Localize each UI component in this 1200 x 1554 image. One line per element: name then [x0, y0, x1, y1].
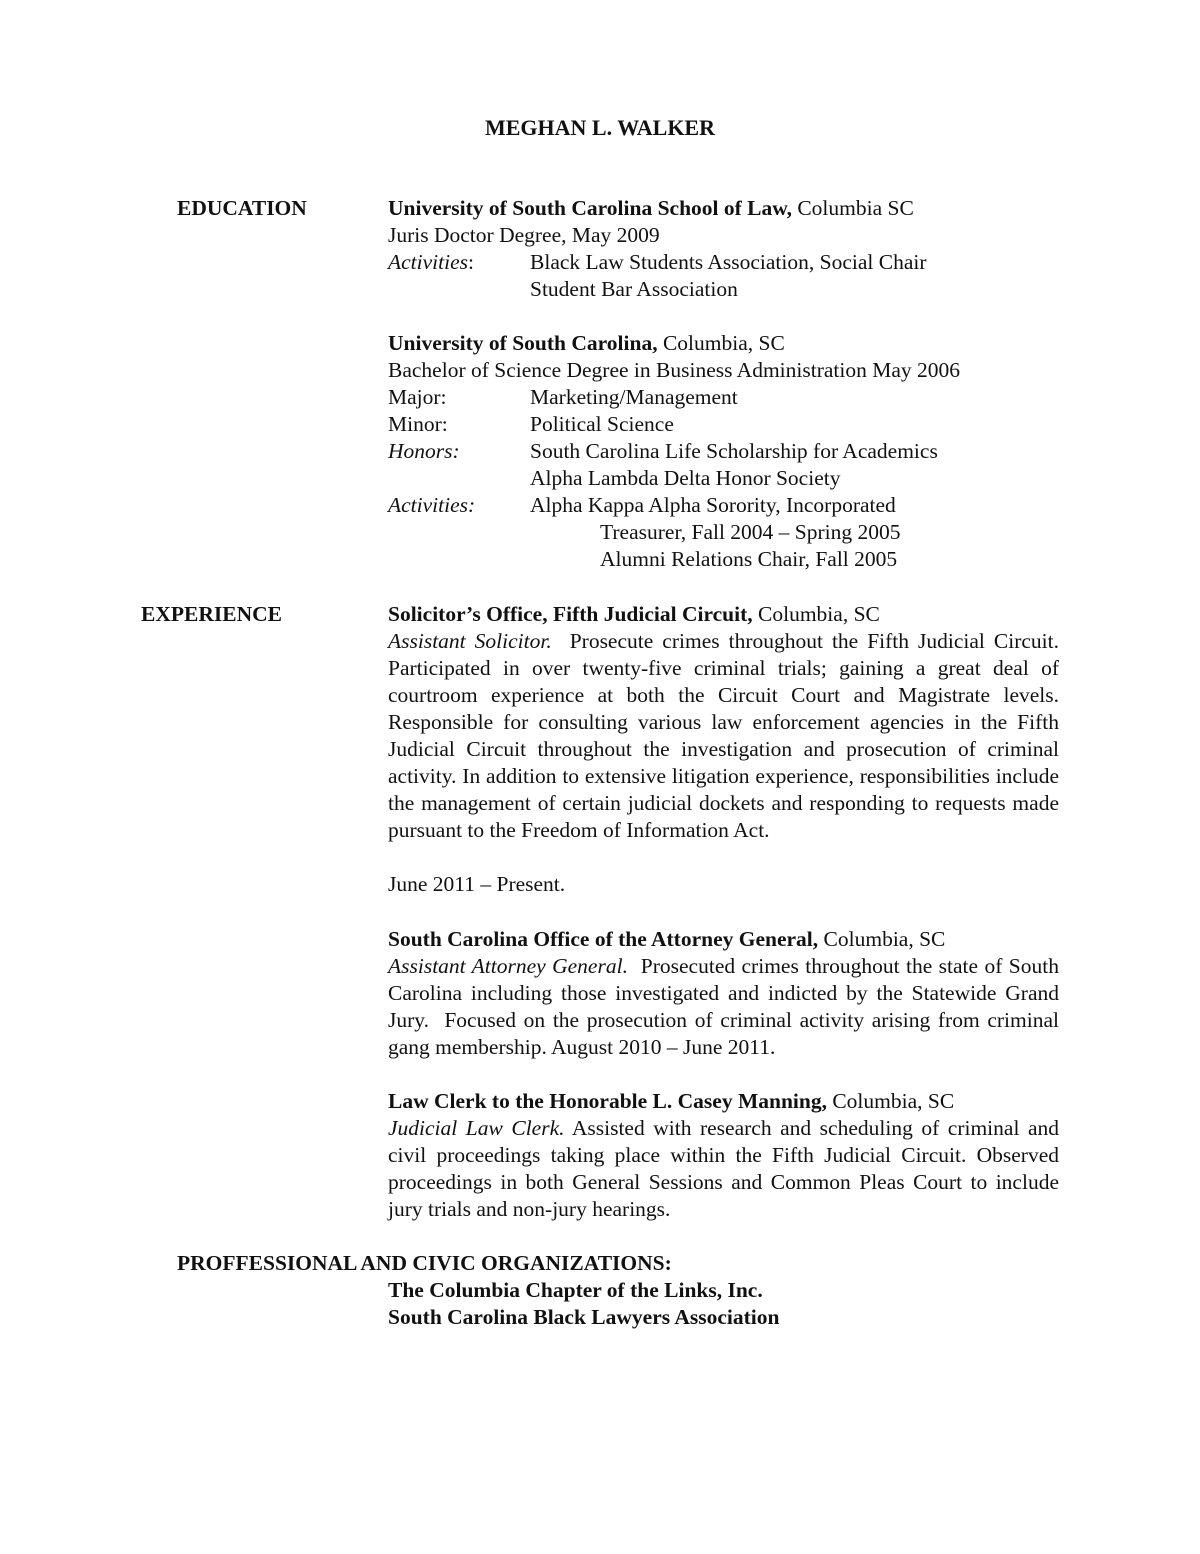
undergrad-activity: Alpha Kappa Alpha Sorority, Incorporated [530, 493, 896, 517]
job-employer-line [388, 601, 880, 628]
undergrad-line [388, 330, 785, 357]
resume-name: MEGHAN L. WALKER [484, 115, 715, 140]
minor-label: Minor: [388, 412, 448, 436]
honor-item: South Carolina Life Scholarship for Academics [530, 439, 938, 463]
job-title: Assistant Attorney General. [388, 954, 628, 978]
law-activities-label: Activities: [388, 250, 474, 274]
job-location: Columbia, SC [826, 1089, 955, 1113]
law-school-line [388, 195, 914, 222]
law-school-location: Columbia SC [791, 196, 914, 220]
organizations-heading: PROFFESSIONAL AND CIVIC ORGANIZATIONS: [177, 1251, 672, 1275]
education-heading: EDUCATION [177, 196, 307, 220]
job-employer: Law Clerk to the Honorable L. Casey Manning, [388, 1089, 827, 1113]
law-activity-item: Student Bar Association [530, 277, 738, 301]
major-label: Major: [388, 385, 447, 409]
job-employer: South Carolina Office of the Attorney General, [388, 927, 819, 951]
job-employer-line [388, 926, 945, 953]
undergrad-location: Columbia, SC [657, 331, 785, 355]
activity-position: Alumni Relations Chair, Fall 2005 [600, 547, 898, 571]
job-dates: June 2011 – Present. [388, 872, 566, 896]
job-location: Columbia, SC [818, 927, 946, 951]
major-value: Marketing/Management [530, 385, 738, 409]
honor-item: Alpha Lambda Delta Honor Society [530, 466, 841, 490]
job-description: Judicial Law Clerk. Assisted with research and scheduling of criminal and civil proceedings taking place within the Fifth Judicial Circuit. Observed proceedings in both General Sessions and Common Pleas Court to include jury trials and non-jury hearings. [388, 1116, 1065, 1221]
job-title: Judicial Law Clerk. [388, 1116, 565, 1140]
activity-position: Treasurer, Fall 2004 – Spring 2005 [600, 520, 901, 544]
undergrad-activities-label: Activities: [388, 493, 476, 517]
organization-item: South Carolina Black Lawyers Association [388, 1305, 780, 1329]
job-description: Assistant Attorney General. Prosecuted crimes throughout the state of South Carolina including those investigated and indicted by the Statewide Grand Jury. Focused on the prosecution of criminal activity arising from criminal gang membership. August 2010 – June 2011. [388, 954, 1065, 1059]
job-title: Assistant Solicitor. [388, 629, 552, 653]
experience-heading: EXPERIENCE [141, 602, 282, 626]
honors-label: Honors: [388, 439, 460, 463]
organization-item: The Columbia Chapter of the Links, Inc. [388, 1278, 763, 1302]
undergrad-degree: Bachelor of Science Degree in Business Administration May 2006 [388, 358, 961, 382]
law-degree: Juris Doctor Degree, May 2009 [388, 223, 660, 247]
undergrad-school-name: University of South Carolina, [388, 331, 658, 355]
law-activity-item: Black Law Students Association, Social Chair [530, 250, 927, 274]
job-employer: Solicitor’s Office, Fifth Judicial Circuit, [388, 602, 753, 626]
job-description: Assistant Solicitor. Prosecute crimes throughout the Fifth Judicial Circuit. Participated in over twenty-five criminal trials; gaining a great deal of courtroom experience at both the Circuit Court and Magistrate levels. Responsible for consulting various law enforcement agencies in the Fifth Judicial Circuit throughout the investigation and prosecution of criminal activity. In addition to extensive litigation experience, responsibilities include the management of certain judicial dockets and responding to requests made pursuant to the Freedom of Information Act. [388, 629, 1070, 842]
minor-value: Political Science [530, 412, 674, 436]
job-location: Columbia, SC [752, 602, 880, 626]
law-school-name: University of South Carolina School of Law, [388, 196, 792, 220]
job-employer-line [388, 1088, 954, 1115]
